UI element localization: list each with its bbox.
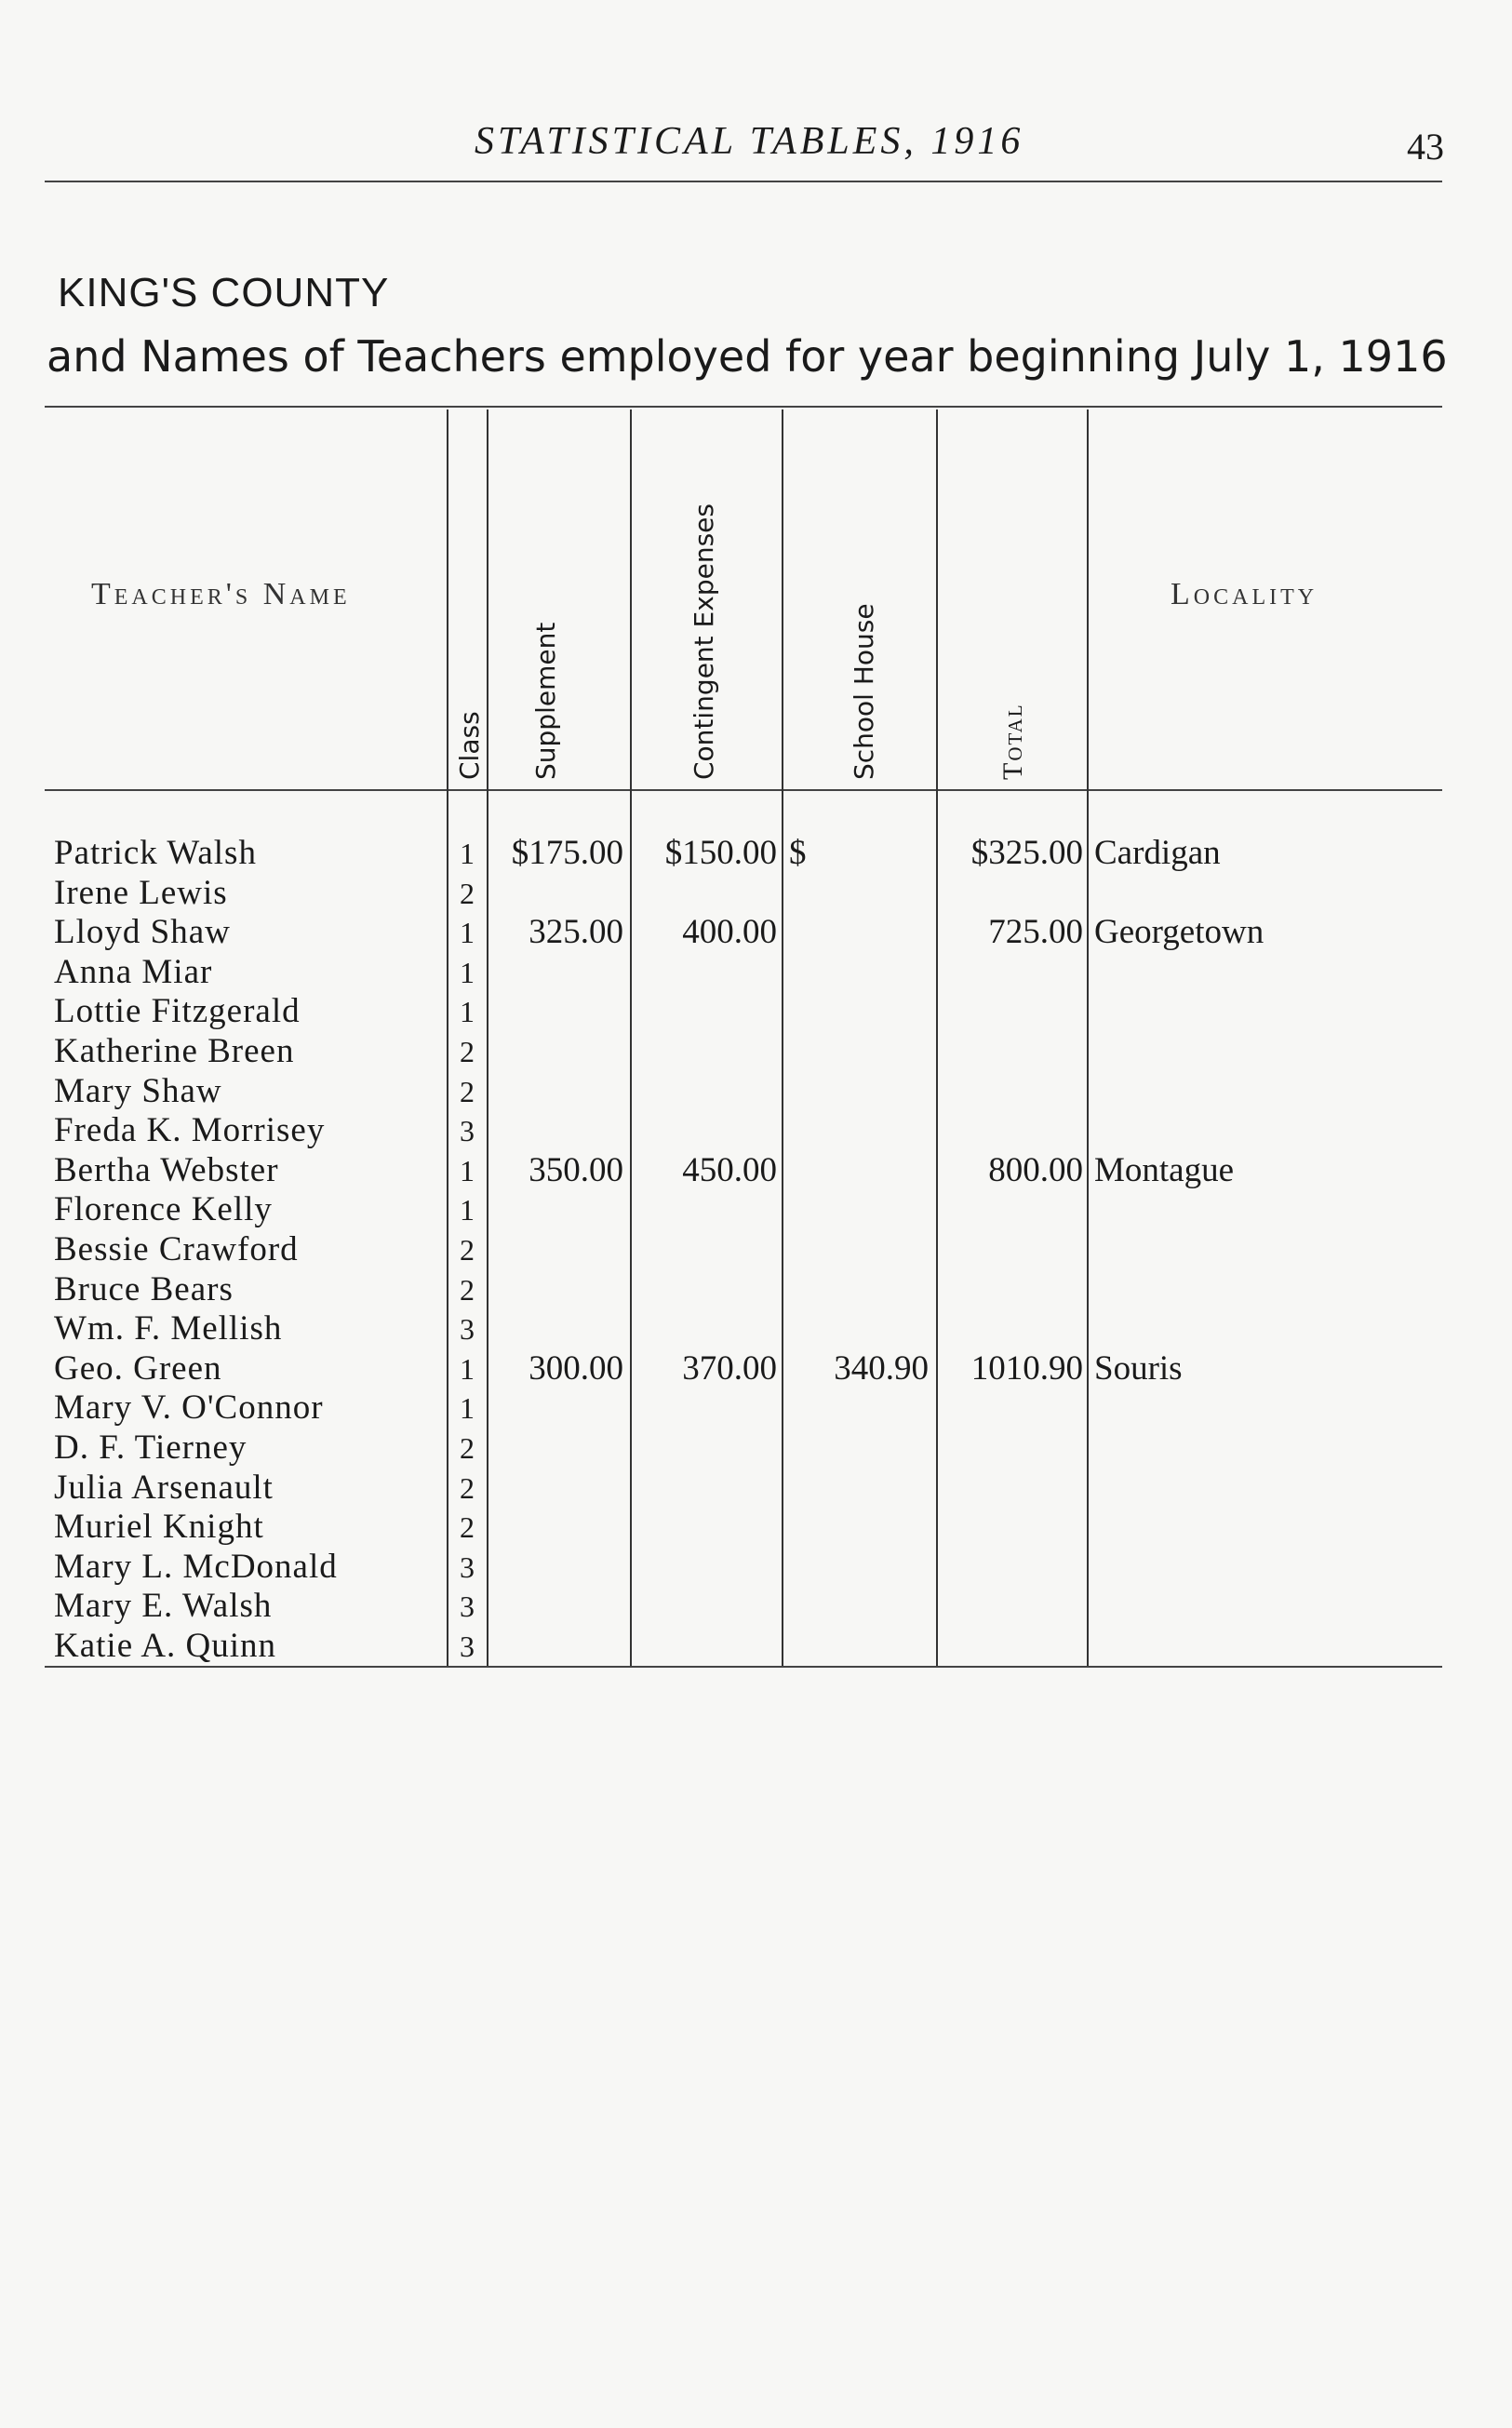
class-cell: 2 (460, 1510, 475, 1545)
table-row (0, 874, 1512, 913)
school-house-cell: $ (789, 834, 807, 872)
locality-cell: Cardigan (1094, 834, 1221, 872)
table-top-rule (45, 406, 1442, 408)
table-bottom-rule (45, 1666, 1442, 1668)
teacher-name-cell: Mary E. Walsh (54, 1587, 273, 1626)
total-cell: $325.00 (970, 834, 1083, 872)
header-school-house: School House (849, 603, 879, 780)
table-row (0, 1469, 1512, 1508)
table-row (0, 1032, 1512, 1071)
running-head (0, 119, 1512, 175)
teacher-name-cell: Bertha Webster (54, 1150, 279, 1189)
total-cell: 725.00 (988, 913, 1083, 952)
running-title: STATISTICAL TABLES, 1916 (475, 120, 1024, 163)
table-row (0, 913, 1512, 952)
class-cell: 2 (460, 876, 475, 910)
teacher-name-cell: Mary L. McDonald (54, 1547, 338, 1586)
teacher-name-cell: Katherine Breen (54, 1032, 295, 1070)
teacher-name-cell: D. F. Tierney (54, 1429, 248, 1467)
table-row (0, 1151, 1512, 1190)
contingent-cell: 450.00 (682, 1150, 777, 1189)
table-row (0, 1072, 1512, 1111)
class-cell: 1 (460, 916, 475, 950)
page-number: 43 (1407, 126, 1444, 168)
class-cell: 1 (460, 1193, 475, 1227)
teacher-name-cell: Bessie Crawford (54, 1230, 299, 1268)
supplement-cell: 350.00 (529, 1150, 623, 1189)
header-teachers-name: Teacher's Name (91, 577, 351, 611)
teacher-name-cell: Lloyd Shaw (54, 913, 231, 952)
table-row (0, 1349, 1512, 1388)
class-cell: 1 (460, 1351, 475, 1386)
total-cell: 800.00 (988, 1150, 1083, 1189)
teacher-name-cell: Freda K. Morrisey (54, 1111, 326, 1150)
locality-cell: Montague (1094, 1150, 1235, 1189)
contingent-cell: 400.00 (682, 913, 777, 952)
table-row (0, 1627, 1512, 1666)
teacher-name-cell: Katie A. Quinn (54, 1627, 277, 1665)
header-locality: Locality (1171, 577, 1318, 611)
class-cell: 2 (460, 1233, 475, 1267)
class-cell: 2 (460, 1074, 475, 1108)
locality-cell: Georgetown (1094, 913, 1264, 952)
table-row (0, 1270, 1512, 1309)
table-row (0, 1548, 1512, 1587)
teacher-name-cell: Anna Miar (54, 952, 213, 991)
teacher-name-cell: Mary Shaw (54, 1071, 222, 1110)
contingent-cell: $150.00 (664, 834, 777, 872)
table-row (0, 1587, 1512, 1626)
header-bottom-rule (45, 789, 1442, 791)
class-cell: 2 (460, 1272, 475, 1307)
county-title: KING'S COUNTY (58, 270, 390, 315)
school-house-cell: 340.90 (834, 1348, 929, 1388)
class-cell: 3 (460, 1549, 475, 1584)
locality-cell: Souris (1094, 1348, 1183, 1388)
contingent-cell: 370.00 (682, 1348, 777, 1388)
class-cell: 2 (460, 1470, 475, 1505)
teacher-name-cell: Lottie Fitzgerald (54, 992, 301, 1031)
class-cell: 3 (460, 1114, 475, 1148)
teacher-name-cell: Patrick Walsh (54, 834, 257, 872)
class-cell: 1 (460, 955, 475, 989)
supplement-cell: 300.00 (529, 1348, 623, 1388)
table-subtitle: and Names of Teachers employed for year beginning July 1, 1916 (47, 331, 1448, 382)
teacher-name-cell: Wm. F. Mellish (54, 1309, 283, 1348)
class-cell: 2 (460, 1431, 475, 1465)
class-cell: 3 (460, 1590, 475, 1624)
table-row (0, 1230, 1512, 1269)
class-cell: 1 (460, 1391, 475, 1426)
teacher-name-cell: Geo. Green (54, 1348, 222, 1388)
class-cell: 2 (460, 1035, 475, 1068)
teacher-name-cell: Mary V. O'Connor (54, 1388, 324, 1428)
table-row (0, 1508, 1512, 1547)
table-row (0, 1429, 1512, 1468)
table-row (0, 1388, 1512, 1428)
class-cell: 1 (460, 1153, 475, 1187)
teacher-name-cell: Irene Lewis (54, 873, 228, 912)
class-cell: 3 (460, 1630, 475, 1663)
supplement-cell: $175.00 (511, 834, 623, 872)
table-row (0, 834, 1512, 873)
table-row (0, 1309, 1512, 1348)
teacher-name-cell: Bruce Bears (54, 1269, 234, 1308)
table-row (0, 953, 1512, 992)
header-class: Class (454, 711, 485, 780)
table-row (0, 1190, 1512, 1229)
class-cell: 1 (460, 837, 475, 870)
supplement-cell: 325.00 (529, 913, 623, 952)
table-row (0, 1111, 1512, 1150)
header-rule (45, 181, 1442, 182)
teacher-name-cell: Julia Arsenault (54, 1468, 274, 1507)
header-total: Total (997, 703, 1028, 780)
table-row (0, 992, 1512, 1031)
class-cell: 1 (460, 995, 475, 1029)
header-contingent-expenses: Contingent Expenses (689, 503, 719, 780)
teacher-name-cell: Muriel Knight (54, 1508, 264, 1547)
teacher-name-cell: Florence Kelly (54, 1190, 273, 1229)
header-supplement: Supplement (530, 622, 561, 780)
class-cell: 3 (460, 1312, 475, 1347)
total-cell: 1010.90 (970, 1348, 1083, 1388)
